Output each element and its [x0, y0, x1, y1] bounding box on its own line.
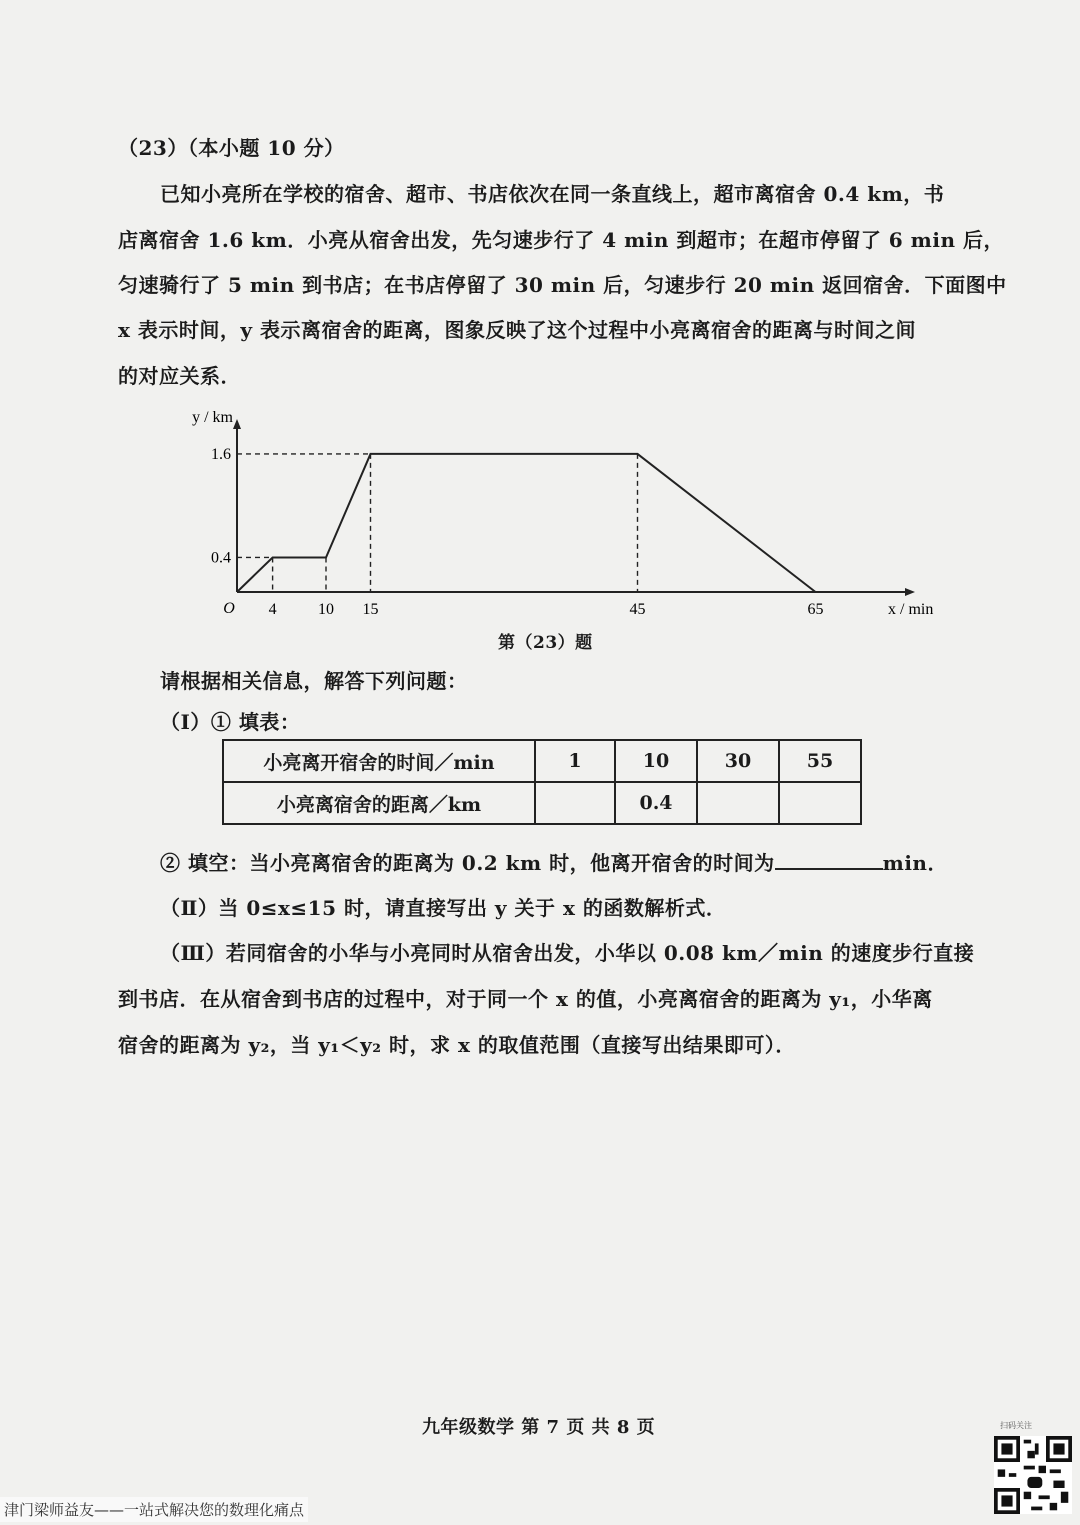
fill-in-table — [222, 739, 862, 825]
table-row — [223, 782, 861, 824]
x-tick-label: 10 — [318, 601, 334, 618]
table-cell: 小亮离宿舍的距离／km — [223, 782, 535, 824]
page-footer: 九年级数学 第 7 页 共 8 页 — [422, 1417, 656, 1438]
table-cell: 0.4 — [615, 782, 697, 824]
answer-cell[interactable] — [535, 782, 615, 824]
qr-caption: 扫码关注 — [1000, 1421, 1032, 1430]
distance-time-graph — [180, 400, 934, 630]
part3-line-2: 到书店．在从宿舍到书店的过程中，对于同一个 x 的值，小亮离宿舍的距离为 y₁，小华离 — [118, 987, 933, 1011]
x-tick-label: 15 — [362, 601, 379, 618]
question-heading: （23）（本小题 10 分） — [118, 136, 345, 160]
y-tick-label: 0.4 — [211, 549, 231, 567]
x-tick-label: 65 — [807, 601, 824, 618]
answer-cell[interactable] — [779, 782, 861, 824]
series-line — [237, 454, 816, 592]
intro-line-4: x 表示时间，y 表示离宿舍的距离，图象反映了这个过程中小亮离宿舍的距离与时间之间 — [118, 318, 916, 342]
figure-caption: 第（23）题 — [498, 633, 593, 653]
answer-blank[interactable] — [775, 850, 883, 870]
watermark-banner: 津门梁师益友——一站式解决您的数理化痛点 — [0, 1497, 308, 1522]
table-cell: 55 — [779, 740, 861, 782]
x-axis-label: x / min — [888, 601, 934, 618]
y-tick-label: 1.6 — [211, 445, 231, 463]
table-cell: 30 — [697, 740, 779, 782]
x-tick-label: 45 — [629, 601, 646, 618]
intro-line-5: 的对应关系． — [118, 364, 241, 388]
intro-line-2: 店离宿舍 1.6 km．小亮从宿舍出发，先匀速步行了 4 min 到超市；在超市停留了 6 min 后， — [118, 228, 1004, 252]
answer-cell[interactable] — [697, 782, 779, 824]
part3-line-3: 宿舍的距离为 y₂，当 y₁＜y₂ 时，求 x 的取值范围（直接写出结果即可）． — [118, 1033, 796, 1057]
x-tick-label: 4 — [268, 601, 277, 618]
part2-text: （Ⅱ）当 0≤x≤15 时，请直接写出 y 关于 x 的函数解析式． — [160, 896, 727, 920]
table-cell: 10 — [615, 740, 697, 782]
table-cell: 1 — [535, 740, 615, 782]
table-row — [223, 740, 861, 782]
part1-2-text: ② 填空：当小亮离宿舍的距离为 0.2 km 时，他离开宿舍的时间为 — [160, 851, 775, 875]
intro-line-3: 匀速骑行了 5 min 到书店；在书店停留了 30 min 后，匀速步行 20 min 返回宿舍．下面图中 — [118, 273, 1007, 297]
part1-2 — [160, 847, 948, 876]
y-axis-label: y / km — [192, 409, 233, 426]
table-cell: 小亮离开宿舍的时间／min — [223, 740, 535, 782]
qr-code — [994, 1436, 1072, 1514]
prompt-text: 请根据相关信息，解答下列问题： — [160, 669, 468, 693]
part1-label: （Ⅰ）① 填表： — [160, 710, 301, 734]
origin-label: O — [223, 600, 235, 617]
part1-2-unit: min． — [882, 851, 948, 875]
intro-line-1: 已知小亮所在学校的宿舍、超市、书店依次在同一条直线上，超市离宿舍 0.4 km，书 — [160, 182, 945, 206]
part3-line-1: （Ⅲ）若同宿舍的小华与小亮同时从宿舍出发，小华以 0.08 km／min 的速度步行直接 — [160, 941, 975, 965]
